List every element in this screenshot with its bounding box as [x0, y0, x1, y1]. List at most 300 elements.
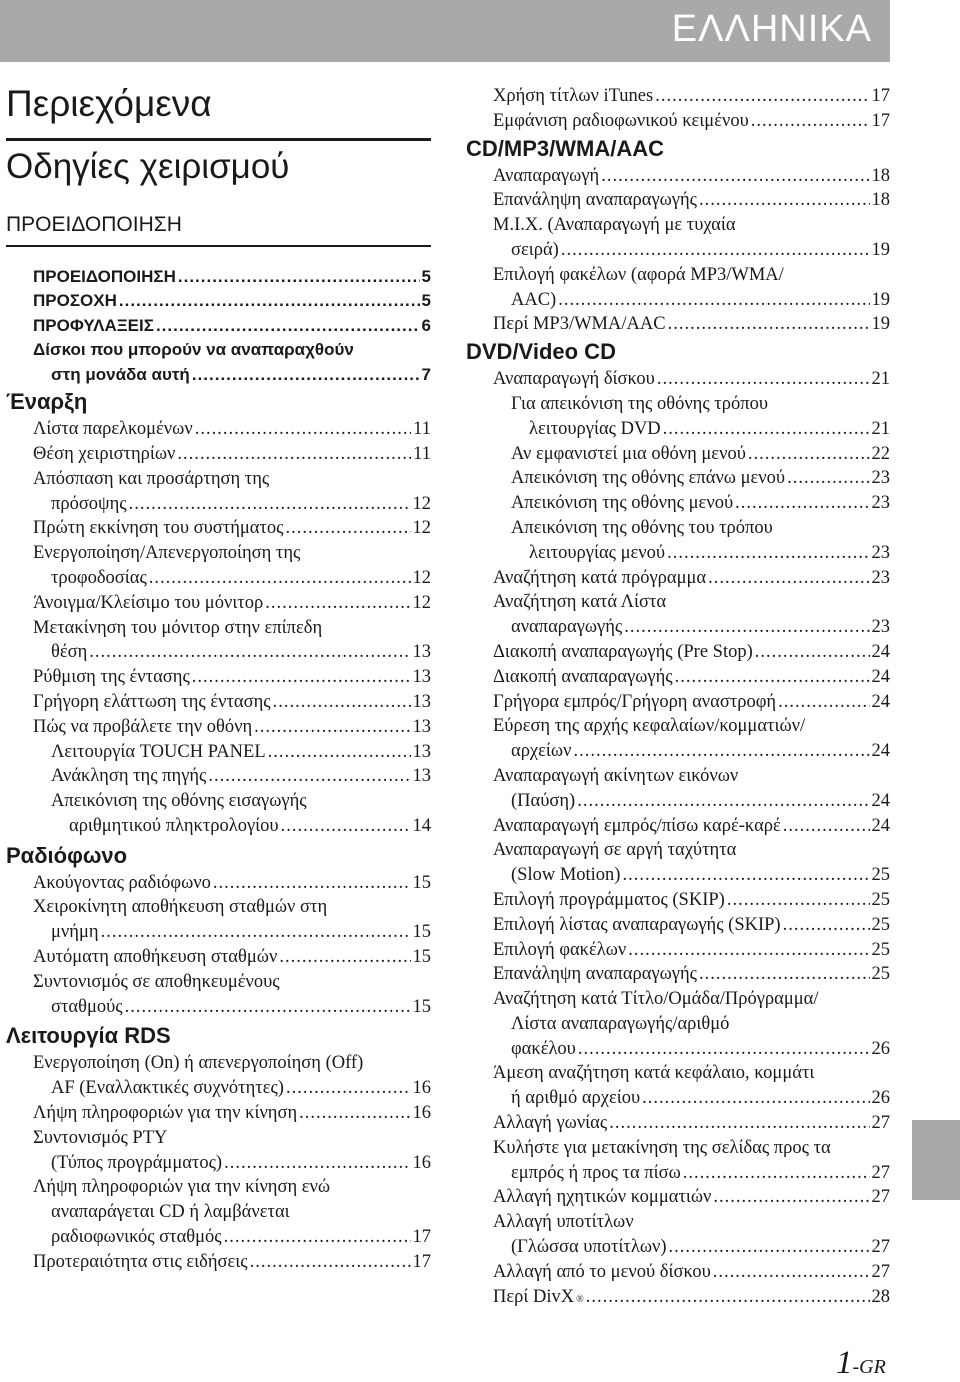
toc-dot-leader — [89, 640, 410, 665]
toc-entry — [6, 1126, 431, 1176]
toc-dot-leader — [669, 1235, 870, 1260]
toc-entry-text: Αναπαραγωγή ακίνητων εικόνων — [493, 765, 739, 786]
toc-entry-line — [493, 188, 890, 213]
toc-entry — [6, 1051, 431, 1101]
toc-entry-line — [493, 888, 890, 913]
toc-entry-text: Απεικόνιση της οθόνης μενού — [511, 493, 734, 514]
toc-entry — [6, 417, 431, 442]
toc-entry — [466, 312, 890, 337]
toc-entry-text: Επιλογή λίστας αναπαραγωγής (SKIP) — [493, 914, 781, 935]
toc-page-number: 13 — [412, 667, 431, 688]
toc-entry-text: Ενεργοποίηση (On) ή απενεργοποίηση (Off) — [33, 1053, 364, 1074]
toc-entry-text: εμπρός ή προς τα πίσω — [511, 1162, 681, 1183]
toc-entry-text: Αλλαγή ηχητικών κομματιών — [493, 1187, 712, 1208]
registered-mark-icon: ® — [576, 1293, 584, 1305]
toc-dot-leader — [622, 863, 869, 888]
toc-entry-line — [33, 640, 431, 665]
toc-dot-leader — [573, 739, 869, 764]
toc-entry-text: Γρήγορα εμπρός/Γρήγορη αναστροφή — [493, 691, 777, 712]
toc-page-number: 6 — [421, 315, 431, 335]
page-number — [836, 1345, 886, 1382]
toc-entry-text: Ρύθμιση της έντασης — [33, 667, 190, 688]
toc-entry-text: θέση — [51, 642, 88, 663]
toc-entry — [466, 84, 890, 109]
toc-dot-leader — [273, 690, 411, 715]
toc-entry-line — [493, 238, 890, 263]
toc-dot-leader — [642, 1086, 869, 1111]
language-banner — [0, 0, 890, 62]
toc-entry — [466, 442, 890, 467]
toc-dot-leader — [683, 1161, 870, 1186]
left-column — [6, 78, 431, 1275]
toc-page-number: 17 — [412, 1251, 431, 1272]
toc-dot-leader — [224, 1151, 410, 1176]
toc-dot-leader — [178, 265, 420, 290]
toc-entry — [6, 265, 431, 290]
toc-page-number: 25 — [871, 889, 890, 910]
toc-page-number: 11 — [413, 419, 431, 440]
toc-dot-leader — [657, 367, 870, 392]
toc-entry — [6, 314, 431, 339]
toc-dot-leader — [250, 1250, 411, 1275]
toc-dot-leader — [783, 814, 870, 839]
toc-entry-line — [493, 640, 890, 665]
toc-page-number: 15 — [412, 996, 431, 1017]
toc-entry-text: (Slow Motion) — [511, 865, 621, 886]
toc-entry — [466, 962, 890, 987]
toc-entry-text: Αν εμφανιστεί μια οθόνη μενού — [511, 443, 746, 464]
toc-dot-leader — [675, 665, 870, 690]
toc-dot-leader — [192, 665, 411, 690]
toc-entry-line — [33, 516, 431, 541]
toc-entry — [6, 715, 431, 740]
toc-entry-line — [33, 289, 431, 314]
toc-entry-text: ΠΡΟΕΙΔΟΠΟΙΗΣΗ — [33, 266, 176, 286]
toc-entry — [466, 1285, 890, 1313]
toc-page-number: 5 — [421, 291, 431, 311]
toc-dot-leader — [578, 1037, 870, 1062]
toc-entry-text: Αναπαραγωγή δίσκου — [493, 369, 655, 390]
toc-entry-line — [493, 367, 890, 392]
toc-entry-line — [493, 615, 890, 640]
toc-dot-leader — [558, 288, 869, 313]
toc-dot-leader — [667, 541, 869, 566]
toc-entry-text: (Παύση) — [511, 790, 576, 811]
toc-page-number: 15 — [412, 922, 431, 943]
toc-entry-line — [493, 1086, 890, 1111]
toc-entry — [6, 338, 431, 387]
toc-entry-line — [511, 417, 890, 442]
toc-entry-line — [33, 920, 431, 945]
toc-dot-leader — [254, 715, 410, 740]
toc-dot-leader — [279, 945, 410, 970]
toc-entry-text: Αυτόματη αποθήκευση σταθμών — [33, 947, 278, 968]
toc-entry-line — [511, 541, 890, 566]
toc-page-number: 28 — [871, 1286, 890, 1307]
toc-entry-line — [33, 1101, 431, 1126]
toc-entry-text: Διακοπή αναπαραγωγής (Pre Stop) — [493, 641, 753, 662]
toc-dot-leader — [628, 938, 869, 963]
toc-entry — [466, 714, 890, 764]
toc-entry-text: Αναζήτηση κατά Τίτλο/Ομάδα/Πρόγραμμα/ — [493, 989, 819, 1010]
toc-entry — [466, 665, 890, 690]
toc-page-number: 24 — [871, 741, 890, 762]
toc-entry-text: Συντονισμός σε αποθηκευμένους — [33, 971, 280, 992]
page-number-value: 1 — [836, 1345, 853, 1381]
toc-page-number: 15 — [412, 872, 431, 893]
toc-dot-leader — [281, 814, 411, 839]
toc-dot-leader — [192, 363, 420, 388]
toc-entry-text: Περί MP3/WMA/AAC — [493, 314, 666, 335]
toc-heading-radio: Ραδιόφωνο — [6, 842, 128, 868]
toc-entry — [466, 263, 890, 313]
toc-dot-leader — [286, 516, 411, 541]
toc-entry-line — [493, 1111, 890, 1136]
toc-entry — [466, 640, 890, 665]
toc-entry-line — [493, 962, 890, 987]
toc-entry-text: Γρήγορη ελάττωση της έντασης — [33, 691, 271, 712]
toc-page-number: 12 — [412, 592, 431, 613]
toc-dot-leader — [224, 1225, 411, 1250]
toc-entry-text: Αναπαραγωγή σε αργή ταχύτητα — [493, 840, 737, 861]
toc-entry-text: AF (Εναλλακτικές συχνότητες) — [51, 1078, 284, 1099]
toc-dot-leader — [727, 888, 870, 913]
toc-entry-line — [33, 314, 431, 339]
toc-entry-line — [493, 938, 890, 963]
toc-entry-text: Θέση χειριστηρίων — [33, 443, 176, 464]
toc-entry-line — [33, 1250, 431, 1275]
toc-page-number: 23 — [871, 542, 890, 563]
toc-entry-line — [33, 1225, 431, 1250]
toc-entry — [6, 1250, 431, 1275]
toc-page-number: 24 — [871, 641, 890, 662]
toc-entry-text: Εύρεση της αρχής κεφαλαίων/κομματιών/ — [493, 716, 806, 737]
toc-entry-line — [511, 466, 890, 491]
toc-entry — [6, 665, 431, 690]
toc-entry-text: (Τύπος προγράμματος) — [51, 1152, 223, 1173]
toc-entry-line — [493, 1161, 890, 1186]
toc-entry-line — [33, 363, 431, 388]
toc-page-number: 25 — [871, 964, 890, 985]
toc-page-number: 22 — [871, 443, 890, 464]
toc-entry-line — [51, 740, 431, 765]
toc-dot-leader — [149, 566, 411, 591]
toc-entry-text: Λήψη πληροφοριών για την κίνηση — [33, 1103, 298, 1124]
toc-dot-leader — [129, 492, 411, 517]
language-label: ΕΛΛΗΝΙΚΑ — [671, 8, 872, 50]
page-number-suffix: -GR — [852, 1356, 886, 1378]
toc-entry-text: Διακοπή αναπαραγωγής — [493, 666, 673, 687]
toc-entry-text: Πώς να προβάλετε την οθόνη — [33, 716, 253, 737]
toc-page-number: 19 — [871, 289, 890, 310]
toc-entry-line — [493, 312, 890, 337]
toc-entry-line — [33, 871, 431, 896]
toc-entry-text: AAC) — [511, 289, 557, 310]
toc-entry-text: Απεικόνιση της οθόνης του τρόπου — [511, 517, 773, 538]
toc-entry-text: Εμφάνιση ραδιοφωνικού κειμένου — [493, 110, 749, 131]
toc-entry-text: σειρά) — [511, 239, 559, 260]
toc-entry-line — [511, 442, 890, 467]
toc-entry — [466, 888, 890, 913]
toc-entry-text: Περί DivX — [493, 1286, 575, 1307]
toc-page-number: 24 — [871, 666, 890, 687]
toc-entry — [466, 466, 890, 491]
toc-dot-leader — [668, 312, 870, 337]
toc-page-number: 21 — [871, 418, 890, 439]
toc-entry — [466, 164, 890, 189]
toc-entry-text: Ενεργοποίηση/Απενεργοποίηση της — [33, 543, 301, 564]
toc-page-number: 17 — [412, 1227, 431, 1248]
toc-entry-line — [493, 1185, 890, 1210]
toc-entry-line — [493, 566, 890, 591]
toc-entry-text: πρόσοψης — [51, 493, 127, 514]
toc-entry-line — [493, 665, 890, 690]
toc-page-number: 24 — [871, 815, 890, 836]
toc-page-number: 16 — [412, 1103, 431, 1124]
toc-entry — [6, 895, 431, 945]
toc-entry — [6, 764, 431, 789]
toc-dot-leader — [125, 995, 411, 1020]
toc-entry — [466, 838, 890, 888]
toc-page-number: 13 — [412, 642, 431, 663]
toc-entry-line — [493, 863, 890, 888]
toc-entry — [466, 1185, 890, 1210]
toc-entry — [6, 789, 431, 839]
toc-page-number: 27 — [871, 1187, 890, 1208]
toc-page-number: 23 — [871, 493, 890, 514]
section-warning-heading: ΠΡΟΕΙΔΟΠΟΙΗΣΗ — [6, 191, 431, 247]
toc-page-number: 21 — [871, 369, 890, 390]
toc-page-number: 17 — [871, 110, 890, 131]
toc-dot-leader — [655, 84, 869, 109]
toc-entry-line — [493, 739, 890, 764]
toc-entry-text: M.I.X. (Αναπαραγωγή με τυχαία — [493, 215, 736, 236]
toc-page-number: 24 — [871, 691, 890, 712]
toc-page-number: 15 — [412, 947, 431, 968]
toc-entry-text: Απεικόνιση της οθόνης επάνω μενού — [511, 468, 786, 489]
toc-entry-text: Δίσκοι που μπορούν να αναπαραχθούν — [33, 340, 354, 360]
toc-entry-text: Χρήση τίτλων iTunes — [493, 86, 654, 106]
toc-entry-text: Επιλογή φακέλων (αφορά MP3/WMA/ — [493, 264, 784, 285]
toc-entry-line — [33, 591, 431, 616]
toc-dot-leader — [208, 764, 410, 789]
toc-entry — [6, 516, 431, 541]
toc-dot-leader — [663, 417, 870, 442]
toc-page-number: 12 — [412, 518, 431, 539]
toc-list-right — [466, 84, 890, 1312]
toc-entry — [6, 970, 431, 1020]
toc-entry-line — [33, 492, 431, 517]
toc-page-number: 13 — [412, 691, 431, 712]
toc-dot-leader — [601, 164, 869, 189]
toc-entry-line — [33, 566, 431, 591]
toc-page-number: 7 — [421, 364, 431, 384]
toc-page-number: 18 — [871, 190, 890, 211]
toc-entry — [466, 491, 890, 516]
toc-entry-text: Λειτουργία TOUCH PANEL — [51, 741, 266, 762]
toc-entry-line — [33, 1151, 431, 1176]
toc-dot-leader — [699, 188, 870, 213]
toc-entry — [466, 1210, 890, 1260]
toc-dot-leader — [586, 1285, 870, 1310]
toc-page-number: 16 — [412, 1078, 431, 1099]
toc-entry-text: Αλλαγή από το μενού δίσκου — [493, 1261, 711, 1282]
toc-page-number: 23 — [871, 468, 890, 489]
toc-entry-text: Ανάκληση της πηγής — [51, 766, 207, 787]
toc-page-number: 5 — [421, 266, 431, 286]
toc-page-number: 12 — [412, 493, 431, 514]
toc-entry-text: Συντονισμός PTY — [33, 1127, 168, 1148]
toc-entry-text: Επιλογή προγράμματος (SKIP) — [493, 889, 725, 910]
toc-dot-leader — [577, 789, 869, 814]
toc-page-number: 25 — [871, 865, 890, 886]
toc-entry-line — [493, 84, 890, 109]
toc-dot-leader — [609, 1111, 869, 1136]
toc-entry-text: ΠΡΟΣΟΧΗ — [33, 291, 117, 311]
toc-entry-text: Λήψη πληροφοριών για την κίνηση ενώ — [33, 1177, 331, 1198]
toc-entry — [6, 945, 431, 970]
toc-page-number: 23 — [871, 567, 890, 588]
toc-dot-leader — [713, 1260, 870, 1285]
toc-entry — [466, 1260, 890, 1285]
toc-entry-text: Για απεικόνιση της οθόνης τρόπου — [511, 393, 768, 414]
toc-entry — [466, 1061, 890, 1111]
toc-entry-text: Προτεραιότητα στις ειδήσεις — [33, 1251, 248, 1272]
toc-entry-line — [493, 1260, 890, 1285]
toc-entry — [466, 188, 890, 213]
toc-entry-text: Άμεση αναζήτηση κατά κεφάλαιο, κομμάτι — [493, 1063, 815, 1084]
toc-page-number: 26 — [871, 1088, 890, 1109]
toc-page-number: 19 — [871, 314, 890, 335]
toc-entry — [466, 392, 890, 442]
toc-entry-line — [493, 913, 890, 938]
toc-entry-text: (Γλώσσα υποτίτλων) — [511, 1237, 667, 1258]
toc-dot-leader — [735, 491, 869, 516]
toc-list-left — [6, 265, 431, 1275]
toc-page-number: 17 — [871, 86, 890, 106]
toc-entry — [466, 690, 890, 715]
toc-entry-line — [51, 764, 431, 789]
toc-page-number: 24 — [871, 790, 890, 811]
toc-dot-leader — [561, 238, 870, 263]
toc-entry — [466, 814, 890, 839]
toc-entry-text: Αλλαγή υποτίτλων — [493, 1212, 634, 1233]
toc-entry — [6, 541, 431, 591]
toc-page-number: 26 — [871, 1038, 890, 1059]
toc-page-number: 16 — [412, 1152, 431, 1173]
toc-entry-text: Απεικόνιση της οθόνης εισαγωγής — [51, 791, 307, 812]
toc-entry-line — [493, 164, 890, 189]
toc-entry-text: Αναζήτηση κατά πρόγραμμα — [493, 567, 707, 588]
toc-entry — [6, 871, 431, 896]
toc-entry-text: Πρώτη εκκίνηση του συστήματος — [33, 518, 284, 539]
toc-entry — [466, 1111, 890, 1136]
toc-entry-line — [493, 1235, 890, 1260]
toc-dot-leader — [624, 615, 869, 640]
toc-heading-start: Έναρξη — [6, 389, 88, 415]
toc-entry-text: Αναπαραγωγή — [493, 165, 600, 186]
toc-dot-leader — [286, 1076, 411, 1101]
toc-entry-text: Απόσπαση και προσάρτηση της — [33, 468, 270, 489]
toc-dot-leader — [268, 740, 411, 765]
toc-entry — [6, 1101, 431, 1126]
toc-page-number: 27 — [871, 1261, 890, 1282]
toc-page-number: 19 — [871, 239, 890, 260]
right-column — [466, 84, 890, 1312]
toc-page-number: 13 — [412, 741, 431, 762]
toc-page-number: 25 — [871, 939, 890, 960]
toc-entry — [6, 289, 431, 314]
toc-entry-text: φακέλου — [511, 1038, 576, 1059]
toc-entry — [466, 367, 890, 392]
toc-dot-leader — [213, 871, 411, 896]
toc-entry — [466, 913, 890, 938]
toc-dot-leader — [713, 1185, 869, 1210]
toc-heading-dvd: DVD/Video CD — [466, 339, 616, 365]
toc-page-number: 18 — [871, 165, 890, 186]
toc-page-number: 11 — [413, 443, 431, 464]
toc-entry — [466, 516, 890, 566]
toc-entry — [6, 591, 431, 616]
toc-entry — [466, 213, 890, 263]
toc-dot-leader — [751, 109, 870, 134]
toc-entry-text: Επανάληψη αναπαραγωγής — [493, 190, 697, 211]
toc-page-number: 23 — [871, 617, 890, 638]
toc-dot-leader — [783, 913, 870, 938]
toc-page-number: 14 — [412, 815, 431, 836]
toc-entry-text: μνήμη — [51, 922, 99, 943]
toc-entry — [6, 467, 431, 517]
toc-page-number: 27 — [871, 1162, 890, 1183]
toc-entry — [466, 1136, 890, 1186]
toc-dot-leader — [177, 442, 411, 467]
toc-entry-line — [493, 288, 890, 313]
toc-entry — [466, 987, 890, 1061]
toc-entry-text: τροφοδοσίας — [51, 567, 147, 588]
toc-entry-line — [33, 665, 431, 690]
toc-entry-line — [493, 690, 890, 715]
toc-entry — [6, 1175, 431, 1249]
toc-entry-line — [33, 715, 431, 740]
toc-entry-line — [33, 1076, 431, 1101]
side-tab-marker — [912, 1120, 960, 1200]
toc-entry-text: αναπαραγωγής — [511, 617, 623, 638]
toc-entry-text: Αναπαραγωγή εμπρός/πίσω καρέ-καρέ — [493, 815, 781, 836]
toc-entry-text: αρχείων — [511, 741, 572, 762]
toc-dot-leader — [265, 591, 410, 616]
toc-dot-leader — [708, 566, 869, 591]
toc-entry-line — [33, 442, 431, 467]
toc-entry-line — [33, 995, 431, 1020]
toc-entry — [466, 590, 890, 640]
toc-page-number: 13 — [412, 766, 431, 787]
toc-entry-text: Αναζήτηση κατά Λίστα — [493, 592, 667, 613]
toc-page-number: 12 — [412, 567, 431, 588]
toc-entry-text: σταθμούς — [51, 996, 123, 1017]
toc-page-number: 27 — [871, 1113, 890, 1134]
toc-entry-text: Επιλογή φακέλων — [493, 939, 627, 960]
toc-entry-text: Μετακίνηση του μόνιτορ στην επίπεδη — [33, 617, 323, 638]
toc-dot-leader — [778, 690, 869, 715]
toc-entry-text: ραδιοφωνικός σταθμός — [51, 1227, 222, 1248]
toc-dot-leader — [787, 466, 869, 491]
toc-entry-text: αναπαράγεται CD ή λαμβάνεται — [51, 1202, 290, 1223]
toc-dot-leader — [101, 920, 411, 945]
toc-dot-leader — [299, 1101, 410, 1126]
toc-entry — [6, 740, 431, 765]
toc-entry-text: στη μονάδα αυτή — [51, 364, 190, 384]
toc-heading-cd: CD/MP3/WMA/AAC — [466, 135, 664, 161]
